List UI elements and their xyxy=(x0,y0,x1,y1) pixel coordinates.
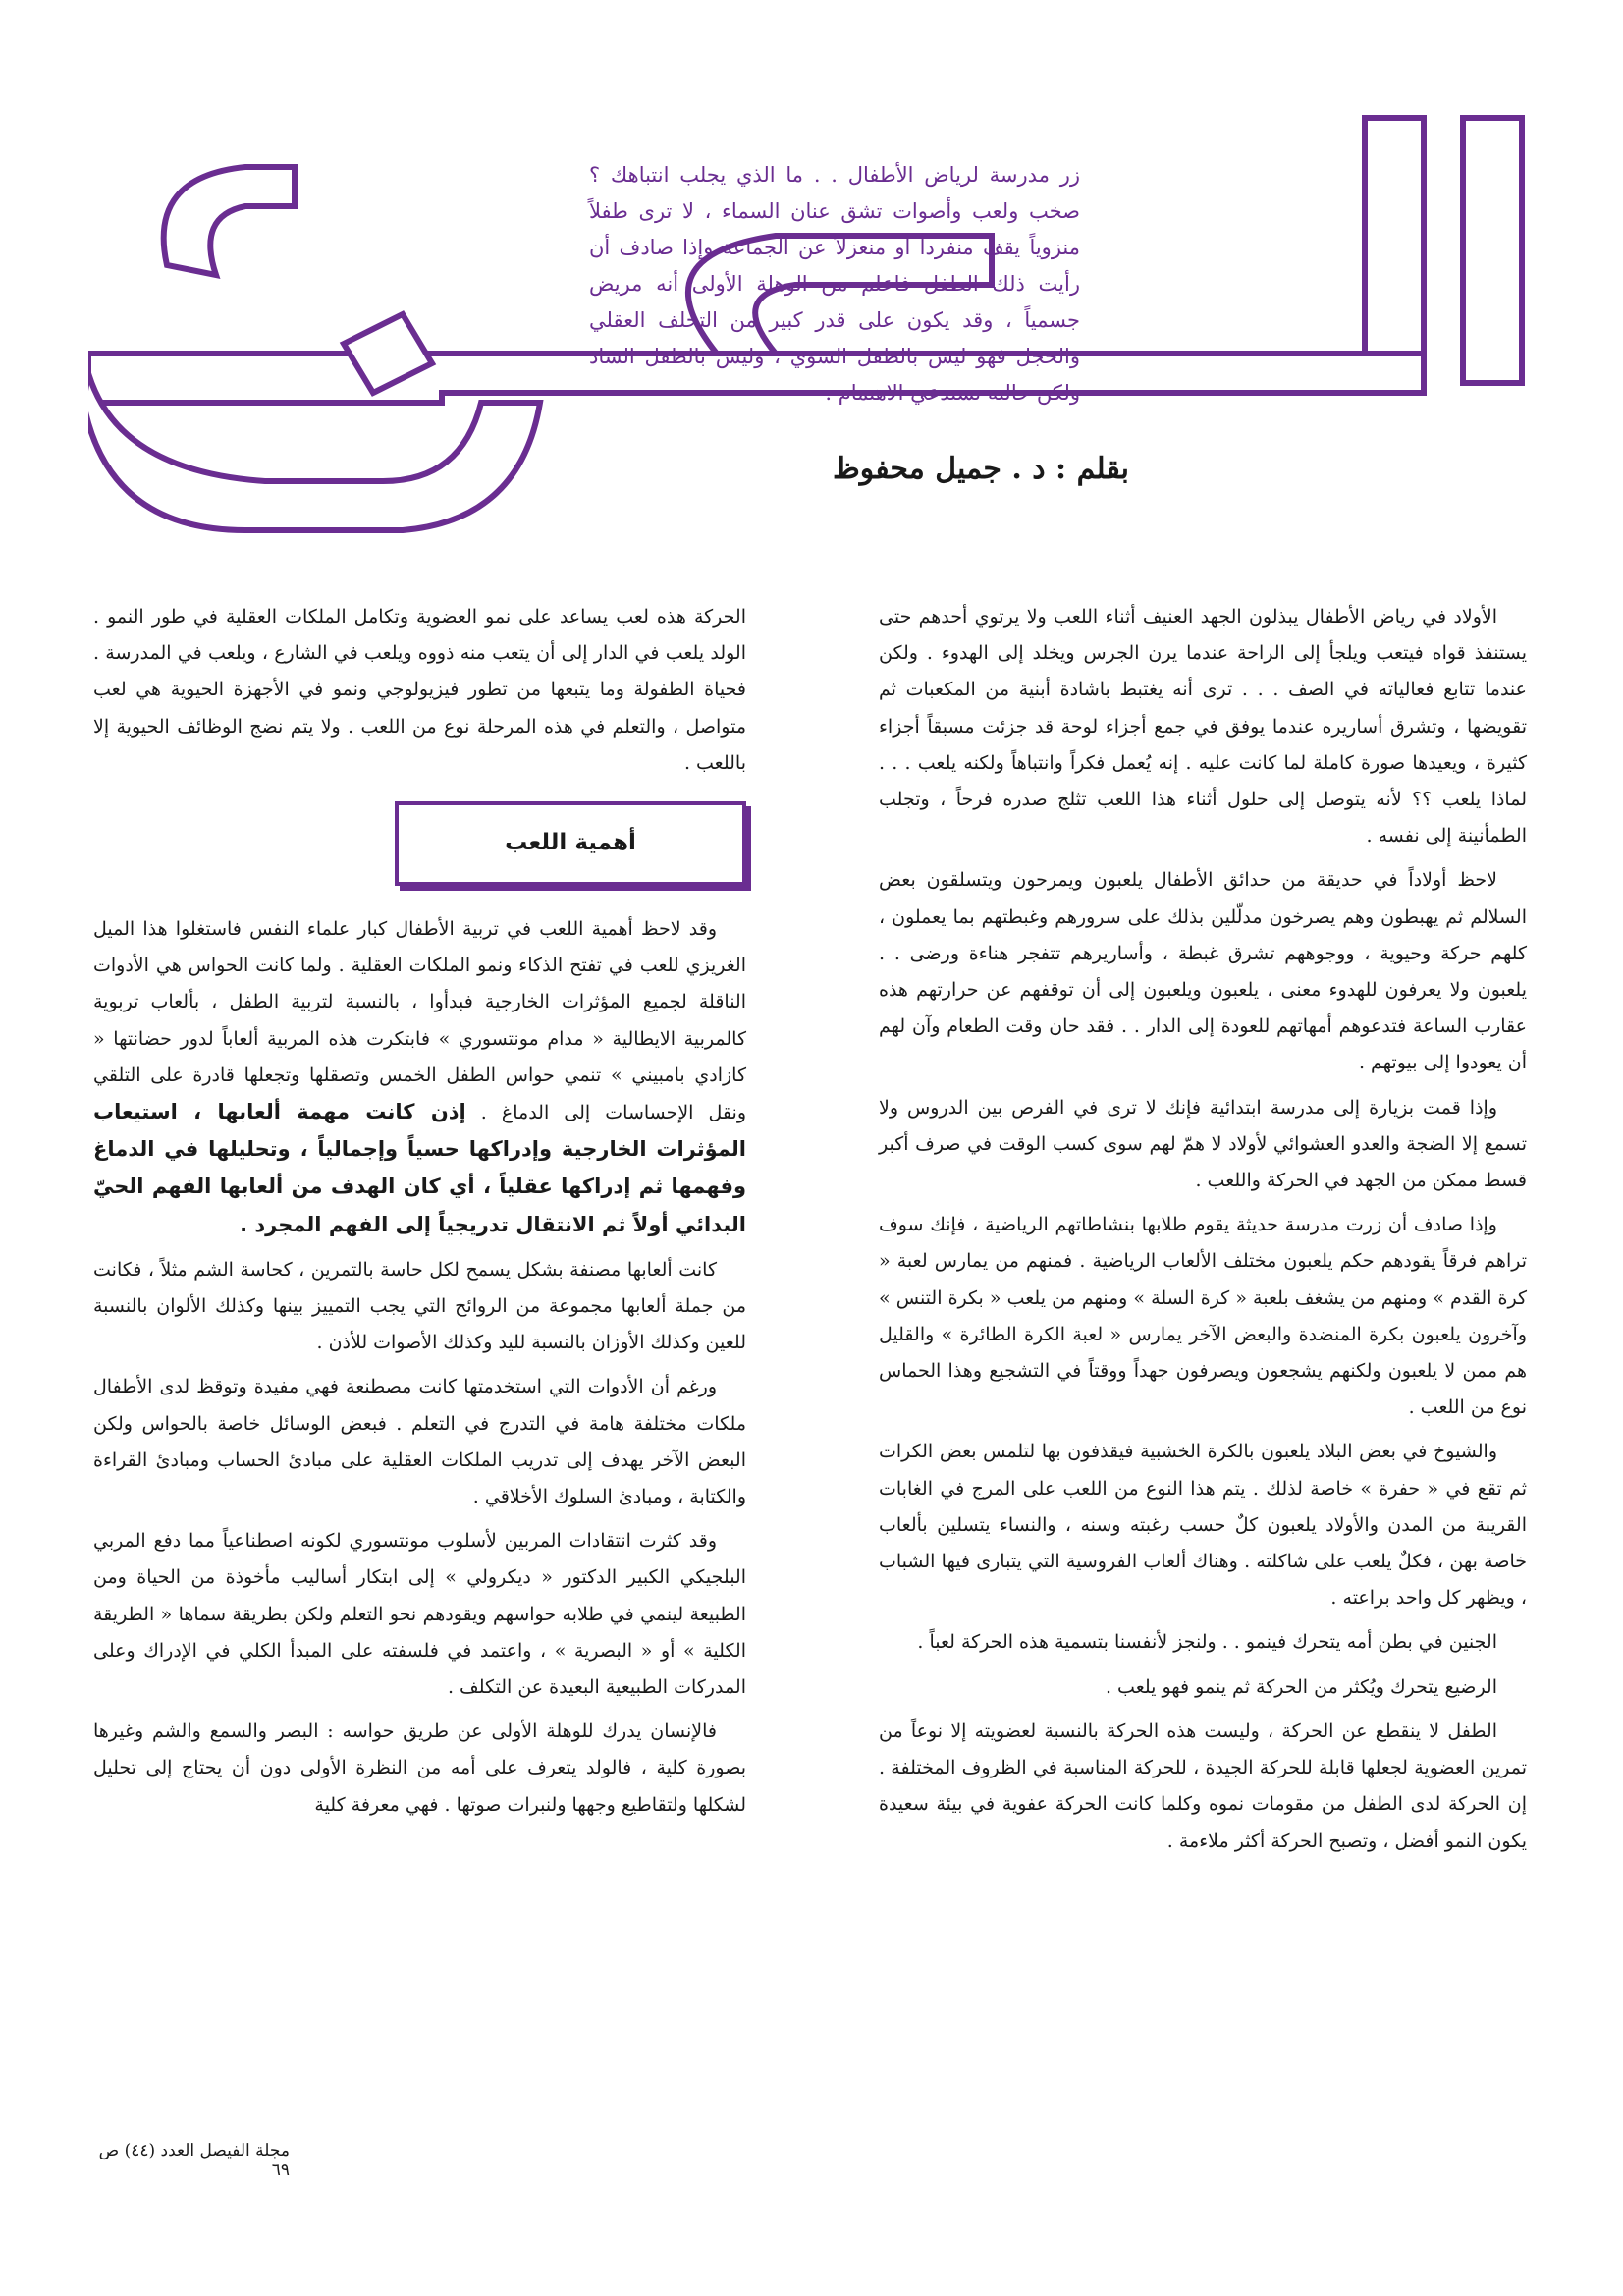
paragraph: وإذا صادف أن زرت مدرسة حديثة يقوم طلابها بنشاطاتهم الرياضية ، فإنك سوف تراهم فرقاً يقودهم حكم يلعبون مختلف الألعاب الرياضية . فمنهم من يمارس لعبة « كرة القدم » ومنهم من يشغف بلعبة « كرة السلة » ومنهم من يلعب « بكرة التنس » وآخرون يلعبون بكرة المنضدة والبعض الآخر يمارس « لعبة الكرة الطائرة » والقليل هم ممن لا يلعبون ولكنهم يشجعون ويصرفون جهداً ووقتاً في التشجيع وهذا الحماس نوع من اللعب . xyxy=(879,1214,1527,1419)
paragraph xyxy=(93,911,746,1244)
intro-text xyxy=(589,157,1080,411)
paragraph: لاحظ أولاداً في حديقة من حدائق الأطفال يلعبون ويمرحون ويتسلقون بعض السلالم ثم يهبطون وهم يصرخون مدلّلين بذلك على سرورهم وغبطتهم بما يعملون ، كلهم حركة وحيوية ، ووجوههم تشرق غبطة ، وأساريرهم تتفجر هناءة ورضى . . يلعبون ولا يعرفون للهدوء معنى ، يلعبون ويلعبون إلى أن توقفهم عن حرارتهم هذه عقارب الساعة فتدعوهم أمهاتهم للعودة إلى الدار . . فقد حان وقت الطعام وآن لهم أن يعودوا إلى بيوتهم . xyxy=(879,869,1527,1074)
paragraph: ورغم أن الأدوات التي استخدمتها كانت مصطنعة فهي مفيدة وتوقظ لدى الأطفال ملكات مختلفة هامة في التدرج في التعلم . فبعض الوسائل خاصة بالحواس ولكن البعض الآخر يهدف إلى تدريب الملكات العقلية على مبادئ الحساب ومبادئ القراءة والكتابة ، ومبادئ السلوك الأخلاقي . xyxy=(93,1376,746,1508)
section-heading-box xyxy=(395,801,746,886)
title-stroke-hook xyxy=(164,167,295,275)
intro-paragraph: زر مدرسة لرياض الأطفال . . ما الذي يجلب انتباهك ؟ صخب ولعب وأصوات تشق عنان السماء ، لا ترى طفلاً منزوياً يقف منفرداً أو منعزلاً عن الجماعة وإذا صادف أن رأيت ذلك الطفل فاعلم من الوهلة الأولى أنه مريض جسمياً ، وقد يكون على قدر كبير من التخلف العقلي والخجل فهو ليس بالطفل السوي ، وليس بالطفل الشاذ ولكن حالته تستدعي الاهتمام . xyxy=(589,163,1080,405)
paragraph: الأولاد في رياض الأطفال يبذلون الجهد العنيف أثناء اللعب ولا يرتوي أحدهم حتى يستنفذ قواه فيتعب ويلجأ إلى الراحة عندما يرن الجرس ويخلد إلى الهدوء . ولكن عندما تتابع فعالياته في الصف . . . ترى أنه يغتبط باشادة أبنية من المكعبات ثم تقويضها ، وتشرق أساريره عندما يوفق في جمع أجزاء لوحة قد جزئت مسبقاً أجزاء كثيرة ، ويعيدها صورة كاملة لما كانت عليه . إنه يُعمل فكراً وانتباهاً ولكنه يلعب . . . لماذا يلعب ؟؟ لأنه يتوصل إلى حلول أثناء هذا اللعب تثلج صدره فرحاً ، وتجلب الطمأنينة إلى نفسه . xyxy=(879,606,1527,847)
paragraph: الطفل لا ينقطع عن الحركة ، وليست هذه الحركة بالنسبة لعضويته إلا نوعاً من تمرين العضوية لجعلها قابلة للحركة الجيدة ، للحركة المناسبة في الظروف المختلفة . إن الحركة لدى الطفل من مقومات نموه وكلما كانت الحركة عفوية في بيئة سعيدة يكون النمو أفضل ، وتصبح الحركة أكثر ملاءمة . xyxy=(879,1720,1527,1852)
left-column xyxy=(93,599,746,1831)
paragraph: فالإنسان يدرك للوهلة الأولى عن طريق حواسه : البصر والسمع والشم وغيرها بصورة كلية ، فالولد يتعرف على أمه من النظرة الأولى دون أن يحتاج إلى تحليل لشكلها ولتقاطيع وجهها ولنبرات صوتها . فهي معرفة كلية xyxy=(93,1721,746,1816)
paragraph: وإذا قمت بزيارة إلى مدرسة ابتدائية فإنك لا ترى في الفرص بين الدروس ولا تسمع إلا الضجة والعدو العشوائي لأولاد لا همّ لهم سوى كسب الوقت في صرف أكبر قسط ممكن من الجهد في الحركة واللعب . xyxy=(879,1096,1527,1192)
emphasis-text: إذن كانت مهمة ألعابها ، استيعاب المؤثرات الخارجية وإدراكها حسياً وإجمالياً ، وتحليلها في الدماغ وفهمها ثم إدراكها عقلياً ، أي كان الهدف من ألعابها الفهم الحيّ البدائي أولاً ثم الانتقال تدريجياً إلى الفهم المجرد . xyxy=(93,1100,746,1236)
paragraph: وقد كثرت انتقادات المربين لأسلوب مونتسوري لكونه اصطناعياً مما دفع المربي البلجيكي الكبير الدكتور « ديكرولي » إلى ابتكار أساليب مأخوذة من الحياة ومن الطبيعة لينمي في طلابه حواسهم ويقودهم نحو التعلم ولكن بطريقة سماها « الطريقة الكلية » أو « البصرية » ، واعتمد في فلسفته على المبدأ الكلي في الإدراك وعلى المدركات الطبيعية البعيدة عن التكلف . xyxy=(93,1530,746,1699)
page-footer: مجلة الفيصل العدد (٤٤) ص ٦٩ xyxy=(98,2141,290,2180)
paragraph: الحركة هذه لعب يساعد على نمو العضوية وتكامل الملكات العقلية في طور النمو . الولد يلعب في الدار إلى أن يتعب منه ذووه ويلعب في الشارع ، ويلعب في المدرسة . فحياة الطفولة وما يتبعها من تطور فيزيولوجي ونمو في الأجهزة الحيوية هي لعب متواصل ، والتعلم في هذه المرحلة نوع من اللعب . ولا يتم نضج الوظائف الحيوية إلا باللعب . xyxy=(93,606,746,774)
right-column xyxy=(879,599,1527,1868)
paragraph: الجنين في بطن أمه يتحرك فينمو . . ولنجز لأنفسنا بتسمية هذه الحركة لعباً . xyxy=(917,1631,1497,1654)
paragraph: والشيوخ في بعض البلاد يلعبون بالكرة الخشبية فيقذفون بها لتلمس بعض الكرات ثم تقع في « حفرة » خاصة لذلك . يتم هذا النوع من اللعب على المرج في الغابات القريبة من المدن والأولاد يلعبون كلٌ حسب رغبته وسنه ، والنساء يتسلين بألعاب خاصة بهن ، فكلٌ يلعب على شاكلته . وهناك ألعاب الفروسية التي يتبارى فيها الشباب ، ويظهر كل واحد براعته . xyxy=(879,1441,1527,1610)
paragraph: الرضيع يتحرك ويُكثر من الحركة ثم ينمو فهو يلعب . xyxy=(1105,1675,1497,1698)
paragraph-text: وقد لاحظ أهمية اللعب في تربية الأطفال كبار علماء النفس فاستغلوا هذا الميل الغريزي للعب في تفتح الذكاء ونمو الملكات العقلية . ولما كانت الحواس هي الأدوات الناقلة لجميع المؤثرات الخارجية فبدأوا ، بالنسبة لتربية الطفل ، بألعاب تربوية كالمربية الايطالية « مدام مونتسوري » فابتكرت هذه المربية ألعاباً لدور حضانتها « كازادي بامبيني » تنمي حواس الطفل الخمس وتصقلها وتجعلها قادرة على التلقي ونقل الإحساسات إلى الدماغ . xyxy=(93,918,746,1124)
paragraph: كانت ألعابها مصنفة بشكل يسمح لكل حاسة بالتمرين ، كحاسة الشم مثلاً ، فكانت من جملة ألعابها مجموعة من الروائح التي يجب التمييز بينها وكذلك الألوان بالنسبة للعين وكذلك الأوزان بالنسبة لليد وكذلك الأصوات للأذن . xyxy=(93,1258,746,1354)
author-byline: بقلم : د . جميل محفوظ xyxy=(832,452,1129,486)
title-stroke-lam xyxy=(1365,118,1424,383)
section-heading: أهمية اللعب xyxy=(505,830,636,856)
title-stroke-alef xyxy=(1463,118,1522,383)
